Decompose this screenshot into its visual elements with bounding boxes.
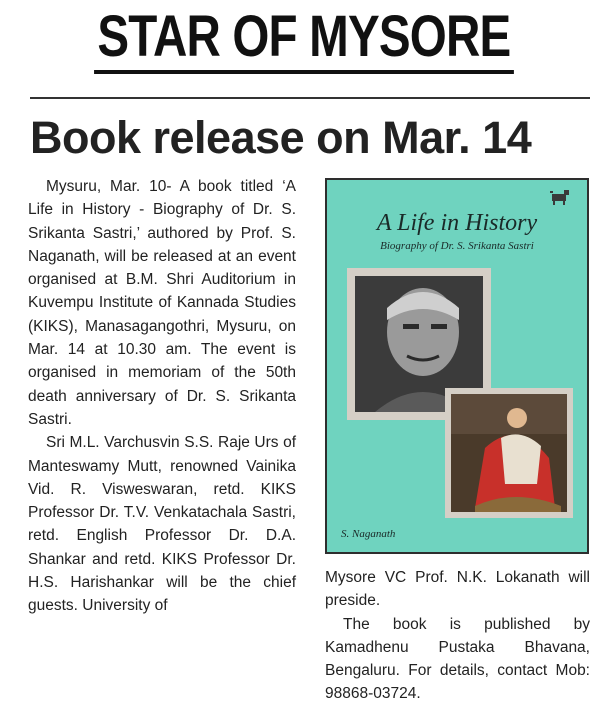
painting-frame xyxy=(445,388,573,518)
article-left-column xyxy=(28,175,296,618)
cover-author: S. Naganath xyxy=(341,528,396,540)
publisher-logo-icon xyxy=(549,188,571,206)
header-divider xyxy=(30,97,590,99)
article-paragraph-1: Mysuru, Mar. 10- A book titled ‘A Life in History - Biography of Dr. S. Srikanta Sastri,’ authored by Prof. S. Naganath, will be released at an event organised at B.M. Shri Auditorium in Kuvempu Institute of Kannada Studies (KIKS), Manasagangothri, Mysuru, on Mar. 14 at 10.30 am. The event is organised in memoriam of the 50th death anniversary of Dr. S. Srikanta Sastri. xyxy=(28,178,296,428)
masthead xyxy=(0,4,607,74)
article-headline: Book release on Mar. 14 xyxy=(30,112,532,163)
book-cover-background xyxy=(327,180,587,552)
article-paragraph-3: Mysore VC Prof. N.K. Lokanath will preside. xyxy=(325,569,590,610)
cover-subtitle: Biography of Dr. S. Srikanta Sastri xyxy=(380,240,534,252)
article-paragraph-4: The book is published by Kamadhenu Pustaka Bhavana, Bengaluru. For details, contact Mob: 98868-03724. xyxy=(325,615,590,703)
article-right-column xyxy=(325,566,590,706)
book-cover-image xyxy=(325,178,589,554)
painting-photo xyxy=(445,388,573,518)
newspaper-title: STAR OF MYSORE xyxy=(94,4,514,74)
article-paragraph-2: Sri M.L. Varchusvin S.S. Raje Urs of Manteswamy Mutt, renowned Vainika Vid. R. Visweswaran, retd. KIKS Professor Dr. T.V. Venkatachala Sastri, retd. English Professor Dr. D.A. Shankar and retd. KIKS Professor Dr. H.S. Harishankar will be the chief guests. University of xyxy=(28,434,296,615)
cover-title: A Life in History xyxy=(376,210,538,236)
